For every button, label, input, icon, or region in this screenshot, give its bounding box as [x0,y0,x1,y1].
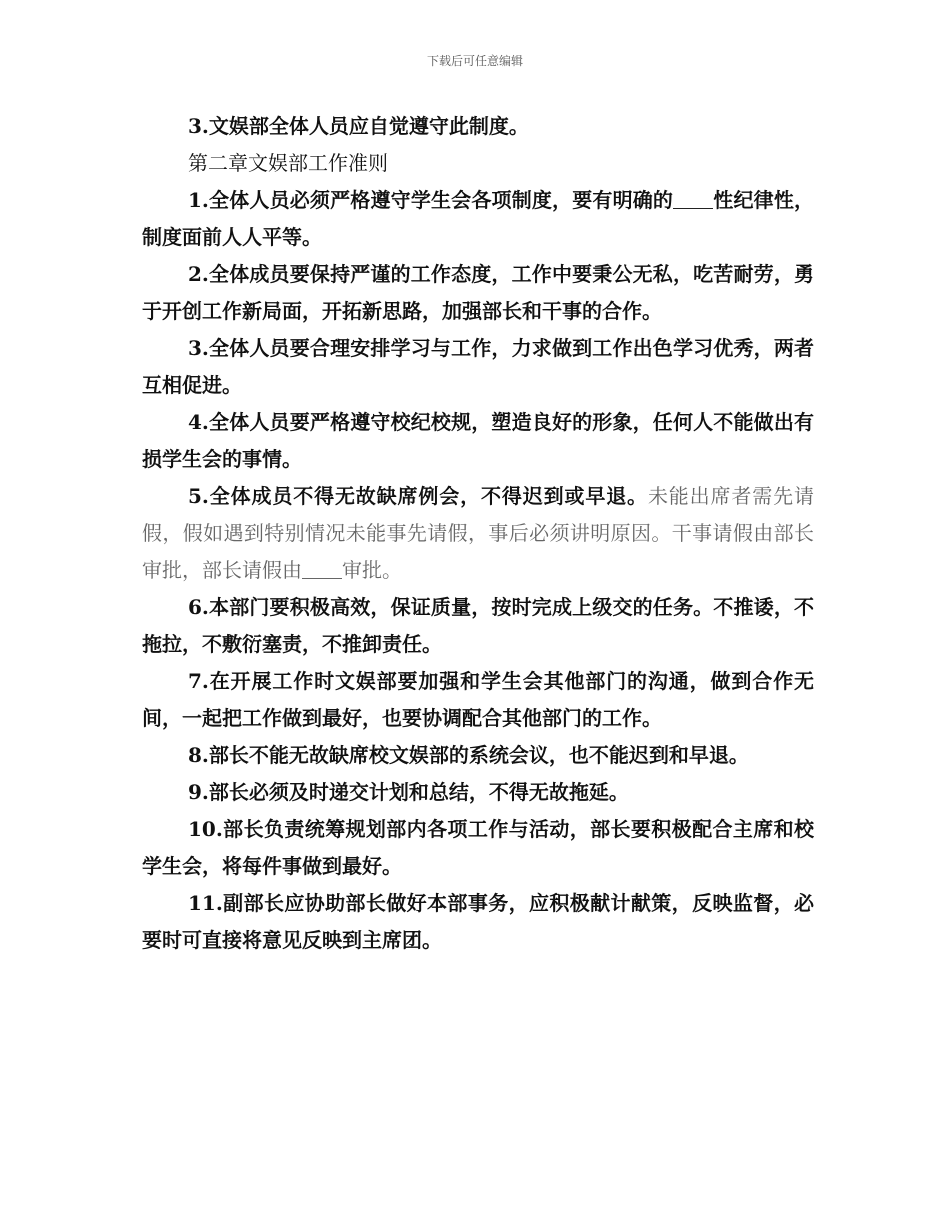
rule-5-text-light-b: 审批。 [342,558,402,582]
rule-1-text-a: 1.全体人员必须严格遵守学生会各项制度，要有明确的 [188,188,674,212]
rule-5-text-light-a: 未能出席者需先请假，假如遇到特别情况未能事先请假，事后必须讲明原因。干事请假由部长审批，部长请假由 [142,484,814,582]
rule-5-text-bold: 5.全体成员不得无故缺席例会，不得迟到或早退。 [188,484,648,508]
rule-6-paragraph: 6.本部门要积极高效，保证质量，按时完成上级交的任务。不推诿，不拖拉，不敷衍塞责，不推卸责任。 [142,595,814,656]
chapter-title: 第二章文娱部工作准则 [188,151,388,175]
rule-5-paragraph [142,478,814,589]
rule-3-paragraph: 3.文娱部全体人员应自觉遵守此制度。 [188,114,529,138]
rule-1-text-b: 性纪律性，制度面前人人平等。 [142,188,814,249]
fill-in-blank [673,188,713,209]
rule-2-paragraph: 2.全体成员要保持严谨的工作态度，工作中要秉公无私，吃苦耐劳，勇于开创工作新局面，开拓新思路，加强部长和干事的合作。 [142,262,814,323]
rule-1-paragraph [142,182,814,256]
rule-11-paragraph: 11.副部长应协助部长做好本部事务，应积极献计献策，反映监督，必要时可直接将意见反映到主席团。 [142,891,814,952]
rule-5-blank-wrap [302,558,342,582]
fill-in-blank [302,558,342,579]
rule-8-paragraph: 8.部长不能无故缺席校文娱部的系统会议，也不能迟到和早退。 [188,743,749,767]
rule-10-paragraph: 10.部长负责统筹规划部内各项工作与活动，部长要积极配合主席和校学生会，将每件事做到最好。 [142,817,814,878]
rule-7-paragraph: 7.在开展工作时文娱部要加强和学生会其他部门的沟通，做到合作无间，一起把工作做到最好，也要协调配合其他部门的工作。 [142,669,814,730]
rule-4-paragraph: 4.全体人员要严格遵守校纪校规，塑造良好的形象，任何人不能做出有损学生会的事情。 [142,410,814,471]
document-body [142,108,814,959]
rule-9-paragraph: 9.部长必须及时递交计划和总结，不得无故拖延。 [188,780,629,804]
page-header: 下载后可任意编辑 [426,54,523,68]
rule-3b-paragraph: 3.全体人员要合理安排学习与工作，力求做到工作出色学习优秀，两者互相促进。 [142,336,814,397]
